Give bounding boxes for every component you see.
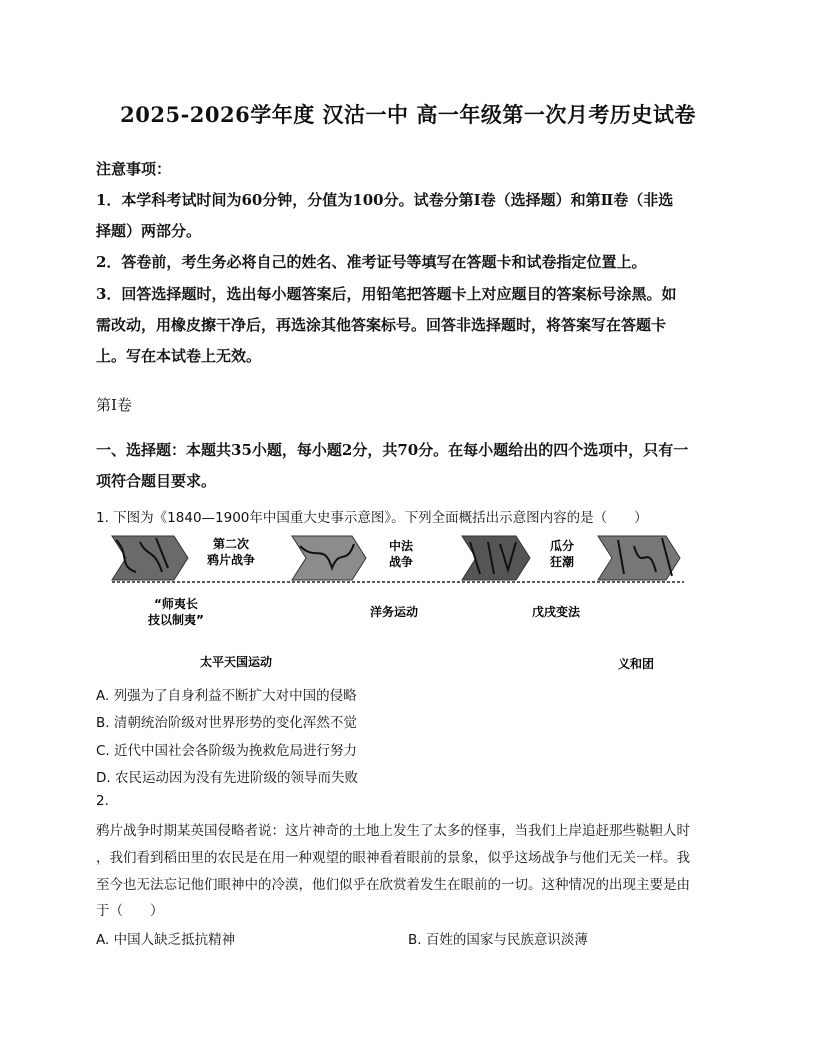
notice-line: 3．回答选择题时，选出每小题答案后，用铅笔把答题卡上对应题目的答案标号涂黑。如 (96, 285, 677, 303)
option-c: C. 近代中国社会各阶级为挽救危局进行努力 (96, 743, 358, 759)
section-title: 第Ⅰ卷 (96, 396, 132, 414)
part-one-instructions: 一、选择题：本题共35小题，每小题2分，共70分。在每小题给出的四个选项中，只有一 (96, 441, 689, 459)
timeline-arrow-scribbled (292, 536, 366, 580)
notice-line: 上。写在本试卷上无效。 (96, 347, 262, 365)
timeline-event-label: 瓜分 (549, 539, 575, 553)
timeline-event-label: 战争 (388, 555, 414, 569)
event-label: 戊戌变法 (531, 605, 581, 619)
option-a: A. 列强为了自身利益不断扩大对中国的侵略 (96, 688, 357, 704)
timeline-event-label: 鸦片战争 (206, 553, 256, 567)
exam-title: 2025-2026学年度 汉沽一中 高一年级第一次月考历史试卷 (120, 102, 696, 127)
timeline-event-label: 中法 (388, 539, 414, 553)
timeline-event-label: 第二次 (212, 537, 250, 551)
q2-option-a: A. 中国人缺乏抵抗精神 (96, 932, 236, 948)
notice-heading: 注意事项： (96, 160, 172, 178)
question-2-stem-line: 于（ ） (96, 903, 164, 919)
question-2-number: 2. (96, 793, 109, 809)
notice-line: 2．答卷前，考生务必将自己的姓名、准考证号等填写在答题卡和试卷指定位置上。 (96, 253, 647, 271)
question-2-stem-line: 至今也无法忘记他们眼神中的冷漠，他们似乎在欣赏着发生在眼前的一切。这种情况的出现主要是由 (96, 877, 690, 893)
timeline-arrow-scribbled (462, 536, 530, 580)
timeline-event-label: 狂潮 (549, 555, 575, 569)
notice-line: 1．本学科考试时间为60分钟，分值为100分。试卷分第Ⅰ卷（选择题）和第Ⅱ卷（非选 (96, 191, 674, 209)
option-d: D. 农民运动因为没有先进阶级的领导而失败 (96, 770, 358, 786)
quote-label: 技以制夷” (148, 613, 204, 627)
q2-option-b: B. 百姓的国家与民族意识淡薄 (408, 932, 588, 948)
part-one-instructions: 项符合题目要求。 (96, 472, 217, 490)
question-2-stem-line: ，我们看到稻田里的农民是在用一种观望的眼神看着眼前的景象，似乎这场战争与他们无关一样。我 (96, 850, 690, 866)
notice-line: 择题）两部分。 (96, 222, 202, 240)
question-1-stem: 1. 下图为《1840—1900年中国重大史事示意图》。下列全面概括出示意图内容的是（ ） (96, 510, 648, 526)
question-2-stem-line: 鸦片战争时期某英国侵略者说：这片神奇的土地上发生了太多的怪事，当我们上岸追赶那些鞑靼人时 (96, 823, 690, 839)
quote-label: “师夷长 (154, 597, 198, 611)
option-b: B. 清朝统治阶级对世界形势的变化浑然不觉 (96, 715, 357, 731)
event-label: 洋务运动 (369, 605, 419, 619)
notice-line: 需改动，用橡皮擦干净后，再选涂其他答案标号。回答非选择题时，将答案写在答题卡 (96, 316, 667, 334)
event-label: 太平天国运动 (199, 655, 273, 669)
timeline-diagram (96, 528, 696, 676)
event-label: 义和团 (617, 657, 655, 671)
